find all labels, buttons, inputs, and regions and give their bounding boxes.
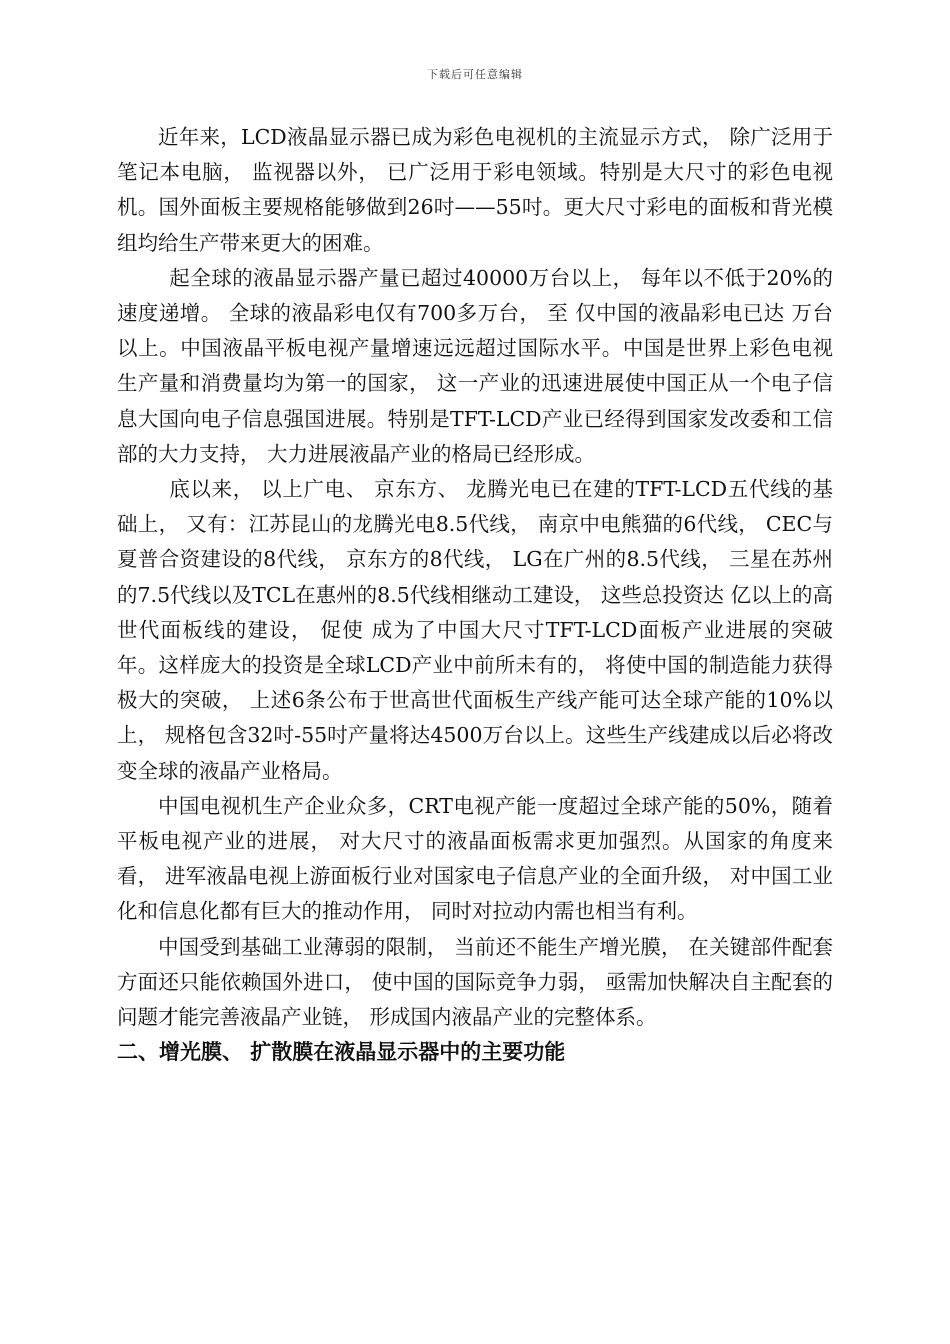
body-text	[117, 120, 833, 1070]
paragraph-tv-manufacturers: 中国电视机生产企业众多，CRT电视产能一度超过全球产能的50%，随着平板电视产业的进展， 对大尺寸的液晶面板需求更加强烈。从国家的角度来看， 进军液晶电视上游面板行业对国家电子信息产业的全面升级， 对中国工业化和信息化都有巨大的推动作用， 同时对拉动内需也相当有利。	[117, 793, 833, 924]
paragraph-industry-limits: 中国受到基础工业薄弱的限制， 当前还不能生产增光膜， 在关键部件配套方面还只能依赖国外进口， 使中国的国际竞争力弱， 亟需加快解决自主配套的问题才能完善液晶产业链， 形成国内液晶产业的完整体系。	[117, 934, 833, 1030]
paragraph-panel-lines: 底以来， 以上广电、 京东方、 龙腾光电已在建的TFT-LCD五代线的基础上， 又有：江苏昆山的龙腾光电8.5代线， 南京中电熊猫的6代线， CEC与夏普合资建设的8代线， 京东方的8代线， LG在广州的8.5代线， 三星在苏州的7.5代线以及TCL在惠州的8.5代线相继动工建设， 这些总投资达 亿以上的高世代面板线的建设， 促使 成为了中国大尺寸TFT-LCD面板产业进展的突破年。这样庞大的投资是全球LCD产业中前所未有的， 将使中国的制造能力获得极大的突破， 上述6条公布于世高世代面板生产线产能可达全球产能的10%以上， 规格包含32吋-55吋产量将达4500万台以上。这些生产线建成以后必将改变全球的液晶产业格局。	[117, 477, 833, 783]
paragraph-lcd-intro: 近年来，LCD液晶显示器已成为彩色电视机的主流显示方式， 除广泛用于笔记本电脑， 监视器以外， 已广泛用于彩电领域。特别是大尺寸的彩色电视机。国外面板主要规格能够做到26吋——55吋。更大尺寸彩电的面板和背光模组均给生产带来更大的困难。	[117, 125, 833, 255]
header-note: 下载后可任意编辑	[427, 68, 523, 81]
section-heading: 二、增光膜、 扩散膜在液晶显示器中的主要功能	[117, 1040, 566, 1065]
paragraph-global-production: 起全球的液晶显示器产量已超过40000万台以上， 每年以不低于20%的速度递增。 全球的液晶彩电仅有700多万台， 至 仅中国的液晶彩电已达 万台以上。中国液晶平板电视产量增速远远超过国际水平。中国是世界上彩色电视生产量和消费量均为第一的国家， 这一产业的迅速进展使中国正从一个电子信息大国向电子信息强国进展。特别是TFT-LCD产业已经得到国家发改委和工信部的大力支持， 大力进展液晶产业的格局已经形成。	[117, 265, 833, 466]
